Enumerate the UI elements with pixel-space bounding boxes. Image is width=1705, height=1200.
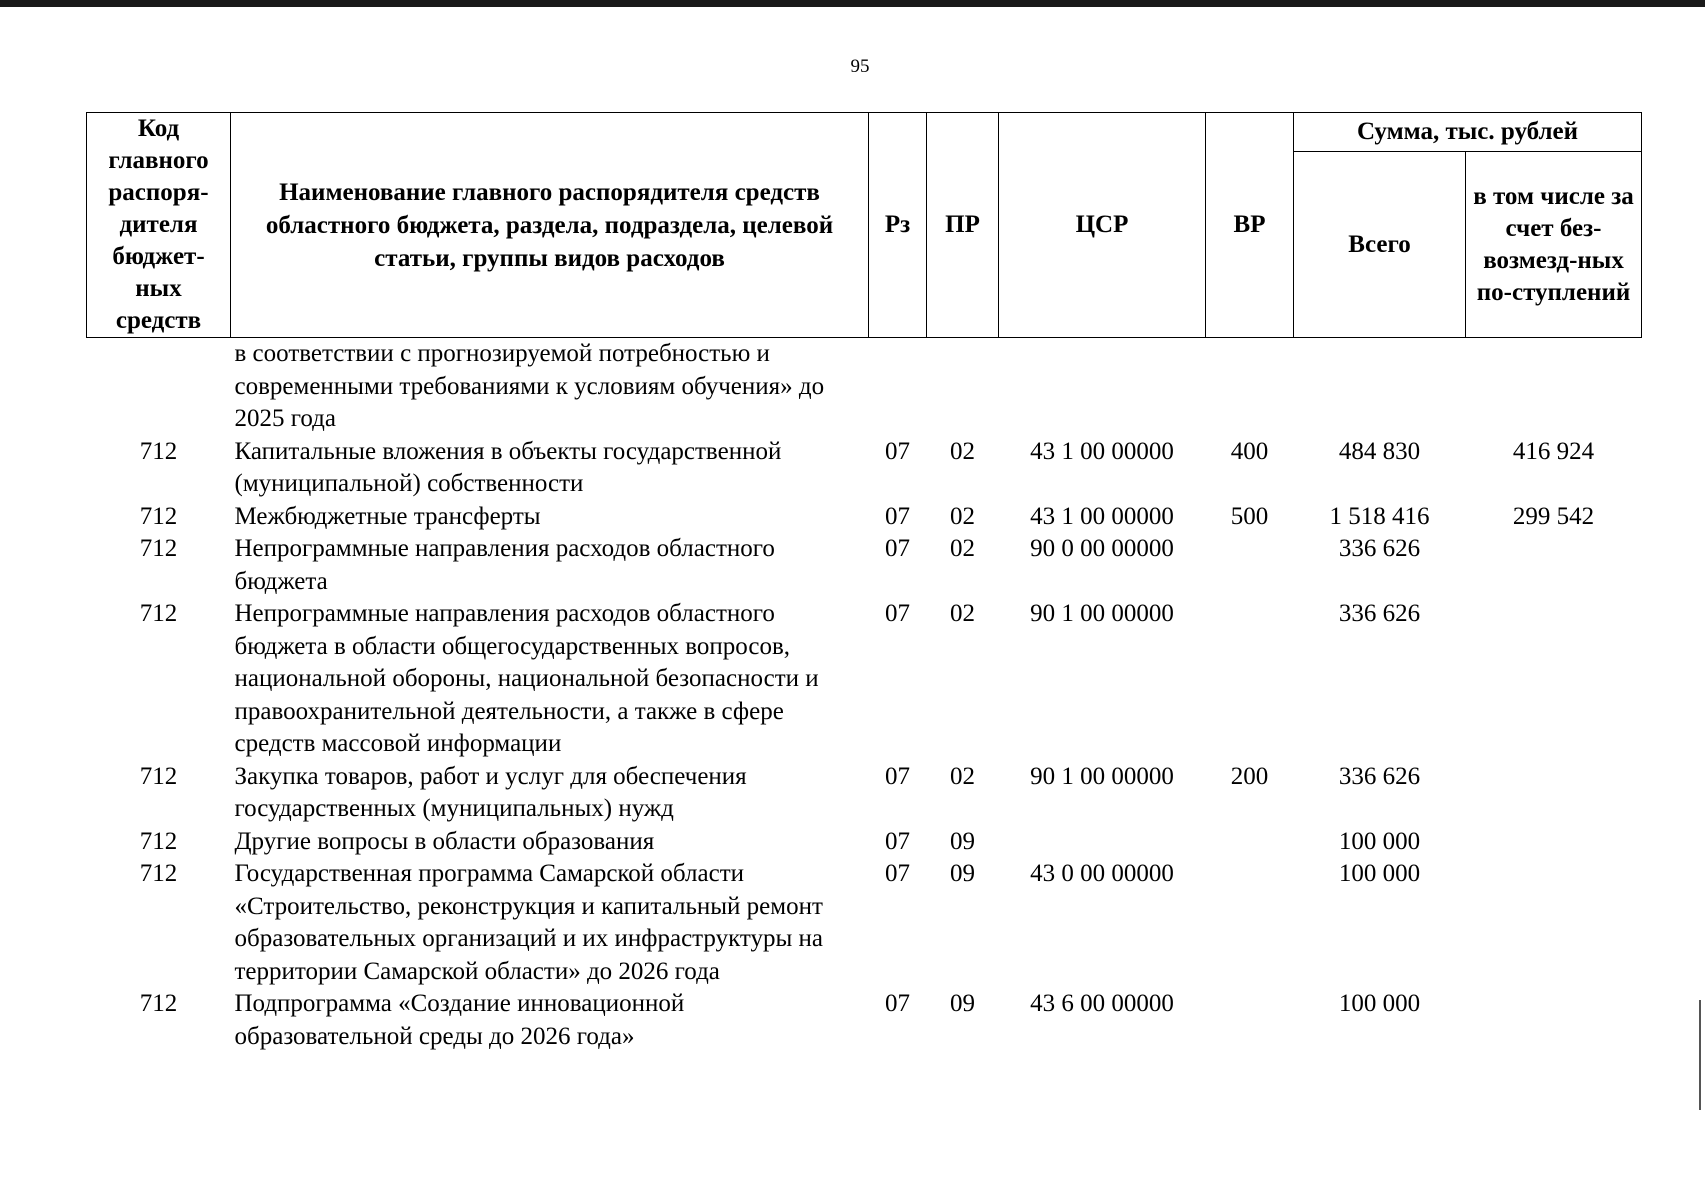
table-body [87,338,1642,1054]
table-row [87,533,1642,598]
cell-csr: 43 1 00 00000 [1030,502,1174,530]
cell-code: 712 [139,437,178,465]
cell-vr: 500 [1230,502,1269,530]
cell-grants [1466,988,1642,1053]
cell-code: 712 [139,502,178,530]
cell-vr: 200 [1230,762,1269,790]
cell-code: 712 [139,990,178,1017]
scan-top-edge [0,0,1705,7]
cell-grants [1466,858,1642,988]
cell-rz: 07 [885,502,910,530]
cell-csr: 43 1 00 00000 [1030,437,1174,465]
cell-vr [1206,533,1294,598]
cell-vr [1206,598,1294,761]
cell-name: Межбюджетные трансферты [234,502,541,530]
cell-rz: 07 [885,600,910,627]
cell-pr: 09 [950,860,975,887]
cell-pr: 02 [950,535,975,562]
table-row [87,988,1642,1053]
cell-csr [999,338,1206,436]
header-total: Всего [1294,152,1466,338]
cell-csr: 43 6 00 00000 [1030,990,1174,1017]
header-csr: ЦСР [999,113,1206,338]
header-vr: ВР [1206,113,1294,338]
cell-name: Закупка товаров, работ и услуг для обеспечения государственных (муниципальных) нужд [234,762,747,822]
cell-total: 336 626 [1338,600,1421,627]
cell-total: 336 626 [1338,762,1421,790]
cell-code: 712 [139,600,178,627]
table-row [87,598,1642,761]
table-row [87,436,1642,501]
cell-pr: 02 [950,502,975,530]
cell-code: 712 [139,762,178,790]
cell-grants [1466,338,1642,436]
cell-total: 336 626 [1338,535,1421,562]
table-row [87,858,1642,988]
table-row [87,761,1642,826]
header-rz: Рз [869,113,927,338]
cell-csr [999,826,1206,859]
cell-total: 100 000 [1338,860,1421,887]
cell-grants [1466,761,1642,826]
cell-csr: 90 1 00 00000 [1030,600,1174,627]
cell-name: Государственная программа Самарской области «Строительство, реконструкция и капитальный ремонт образовательных организаций и их инфраструктуры на территории Самарской области» до 2026 года [234,860,824,985]
header-sum-group: Сумма, тыс. рублей [1294,113,1642,152]
header-pr: ПР [927,113,999,338]
cell-rz: 07 [885,762,910,790]
cell-name: Другие вопросы в области образования [234,827,655,855]
cell-name: Капитальные вложения в объекты государственной (муниципальной) собственности [234,437,782,497]
cell-pr: 02 [950,600,975,627]
cell-code: 712 [139,860,178,887]
table-row [87,338,1642,436]
cell-vr [1206,988,1294,1053]
cell-csr: 90 1 00 00000 [1030,762,1174,790]
cell-vr: 400 [1230,437,1269,465]
cell-total: 484 830 [1338,437,1421,465]
cell-total: 1 518 416 [1329,502,1430,530]
cell-pr: 09 [950,990,975,1017]
cell-code [87,338,231,436]
table-row [87,826,1642,859]
cell-vr [1206,338,1294,436]
cell-grants [1466,826,1642,859]
cell-grants [1466,533,1642,598]
cell-rz [869,338,927,436]
cell-rz: 07 [885,827,910,855]
cell-grants: 416 924 [1512,437,1595,465]
cell-vr [1206,858,1294,988]
cell-vr [1206,826,1294,859]
budget-table [86,112,1642,1053]
table-row [87,501,1642,534]
page-number: 95 [850,56,870,77]
cell-name: в соответствии с прогнозируемой потребностью и современными требованиями к условиям обучения» до 2025 года [234,340,825,432]
cell-name: Непрограммные направления расходов областного бюджета в области общегосударственных вопросов, национальной обороны, национальной безопасности и правоохранительной деятельности, а также в сфере средств массовой информации [234,600,819,757]
cell-rz: 07 [885,860,910,887]
table-header [87,113,1642,338]
header-grants: в том числе за счет без-возмезд-ных по-ступлений [1466,152,1642,338]
cell-total [1294,338,1466,436]
scan-right-mark [1699,1000,1701,1110]
cell-code: 712 [139,827,178,855]
header-code: Код главного распоря-дителя бюджет-ных средств [87,113,231,338]
cell-csr: 90 0 00 00000 [1030,535,1174,562]
cell-total: 100 000 [1338,827,1421,855]
cell-grants: 299 542 [1512,502,1595,530]
header-name: Наименование главного распорядителя средств областного бюджета, раздела, подраздела, целевой статьи, группы видов расходов [231,113,869,338]
cell-pr [927,338,999,436]
cell-rz: 07 [885,990,910,1017]
cell-rz: 07 [885,437,910,465]
cell-pr: 09 [950,827,975,855]
cell-code: 712 [139,535,178,562]
cell-total: 100 000 [1338,990,1421,1017]
cell-name: Подпрограмма «Создание инновационной образовательной среды до 2026 года» [234,990,685,1050]
cell-csr: 43 0 00 00000 [1030,860,1174,887]
cell-name: Непрограммные направления расходов областного бюджета [234,535,775,595]
cell-rz: 07 [885,535,910,562]
cell-grants [1466,598,1642,761]
cell-pr: 02 [950,762,975,790]
cell-pr: 02 [950,437,975,465]
